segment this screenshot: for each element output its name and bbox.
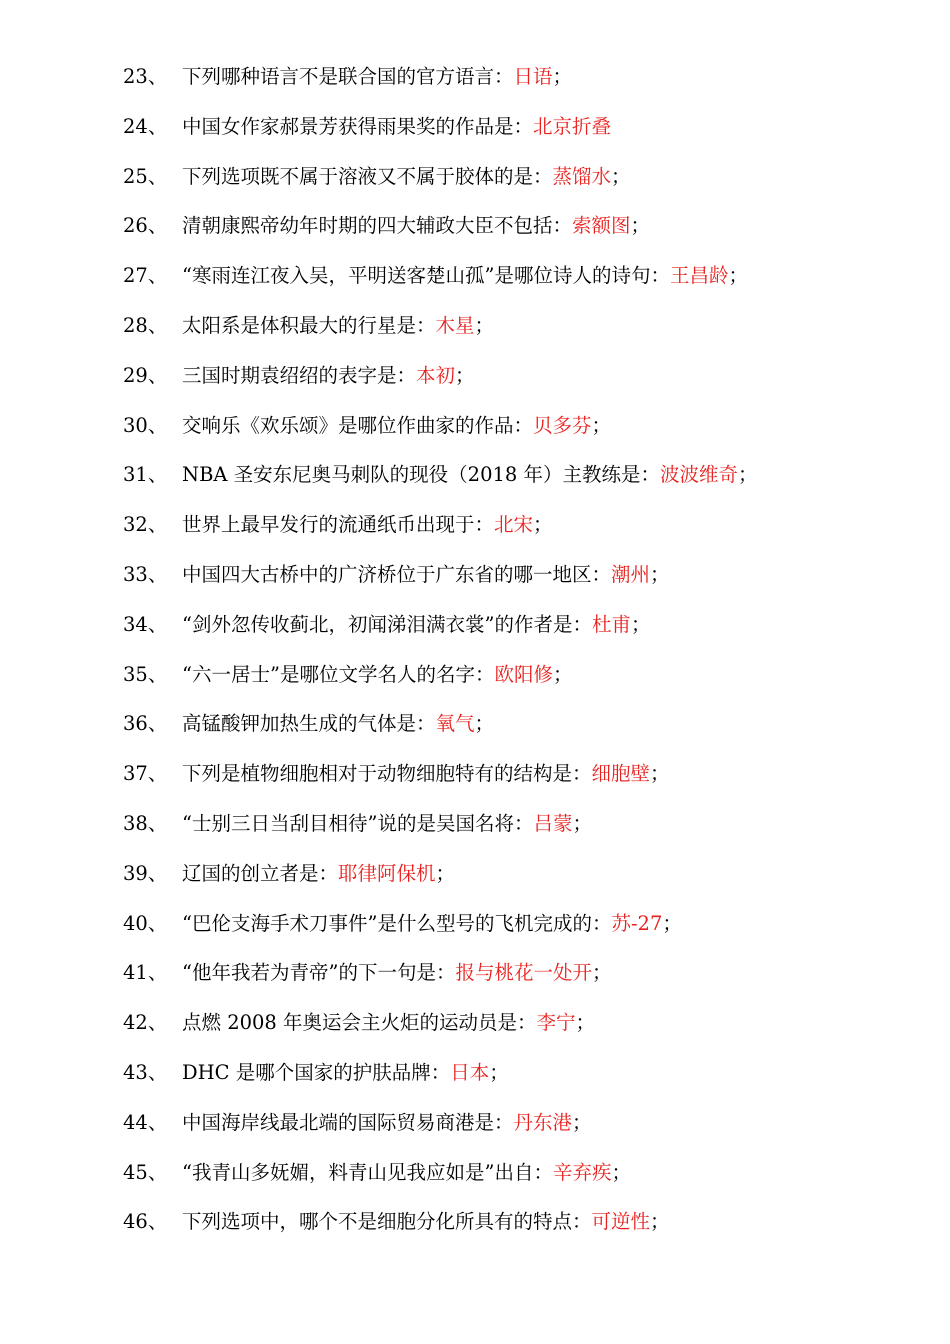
end-punct: ；: [552, 662, 573, 686]
item-text: [182, 849, 455, 899]
item-text: [182, 650, 572, 700]
question-text: 世界上最早发行的流通纸币出现于：: [182, 513, 495, 537]
end-punct: ；: [738, 463, 758, 487]
question-text: “六一居士”是哪位文学名人的名字：: [182, 662, 495, 686]
answer-text: 李宁: [536, 1011, 576, 1035]
item-text: [182, 699, 494, 749]
item-number: 42、: [123, 1011, 168, 1035]
end-punct: ；: [474, 712, 495, 736]
question-text: “我青山多妩媚，料青山见我应如是”出自：: [182, 1160, 553, 1184]
end-punct: ；: [489, 1060, 509, 1084]
answer-text: 氧气: [435, 712, 475, 736]
item-number: 33、: [123, 562, 168, 586]
item-number: 41、: [123, 961, 168, 985]
item-text: [182, 600, 650, 650]
question-text: 下列哪种语言不是联合国的官方语言：: [182, 65, 514, 88]
item-text: [182, 201, 650, 251]
answer-text: 蒸馏水: [552, 164, 612, 188]
end-punct: ；: [630, 214, 651, 238]
item-number: 25、: [123, 164, 168, 188]
list-item: [0, 201, 950, 251]
question-text: 三国时期袁绍绍的表字是：: [182, 363, 417, 387]
question-text: “寒雨连江夜入吴，平明送客楚山孤”是哪位诗人的诗句：: [182, 264, 670, 288]
item-text: [182, 351, 475, 401]
question-text: 点燃 2008 年奥运会主火炬的运动员是：: [182, 1011, 537, 1035]
question-text: 辽国的创立者是：: [182, 861, 339, 885]
answer-text: 苏-27: [611, 911, 663, 935]
question-text: DHC 是哪个国家的护肤品牌：: [182, 1060, 451, 1084]
list-item: [0, 799, 950, 849]
list-item: [0, 699, 950, 749]
list-item: [0, 1098, 950, 1148]
answer-text: 辛弃疾: [552, 1160, 612, 1184]
question-text: 高锰酸钾加热生成的气体是：: [182, 712, 436, 736]
answer-text: 耶律阿保机: [338, 861, 436, 885]
item-number: 44、: [123, 1110, 168, 1134]
item-number: 45、: [123, 1160, 168, 1184]
end-punct: ；: [650, 1210, 670, 1234]
end-punct: ；: [474, 313, 495, 337]
item-number: 38、: [123, 811, 168, 835]
item-text: [182, 152, 631, 202]
list-item: [0, 52, 950, 102]
end-punct: ；: [552, 65, 573, 88]
question-text: 下列选项中，哪个不是细胞分化所具有的特点：: [182, 1210, 592, 1234]
question-text: 太阳系是体积最大的行星是：: [182, 313, 436, 337]
item-text: [182, 52, 572, 102]
list-item: [0, 351, 950, 401]
list-item: [0, 301, 950, 351]
question-text: 清朝康熙帝幼年时期的四大辅政大臣不包括：: [182, 214, 573, 238]
item-number: 43、: [123, 1060, 168, 1084]
item-text: [182, 102, 611, 152]
end-punct: ；: [630, 612, 651, 636]
end-punct: ；: [455, 363, 475, 387]
end-punct: ；: [611, 1160, 631, 1184]
list-item: [0, 1197, 950, 1247]
item-number: 31、: [123, 463, 168, 487]
item-text: [182, 500, 553, 550]
answer-text: 吕蒙: [533, 811, 573, 835]
item-text: [182, 1197, 670, 1247]
answer-text: 贝多芬: [533, 413, 592, 437]
end-punct: ；: [650, 762, 670, 786]
item-text: [182, 1098, 592, 1148]
item-number: 34、: [123, 612, 168, 636]
item-text: [182, 251, 748, 301]
answer-text: 王昌龄: [669, 264, 729, 288]
end-punct: ；: [591, 413, 612, 437]
item-number: 28、: [123, 313, 168, 337]
item-text: [182, 1148, 631, 1198]
question-text: 中国四大古桥中的广济桥位于广东省的哪一地区：: [182, 562, 612, 586]
list-item: [0, 1048, 950, 1098]
list-item: [0, 152, 950, 202]
list-item: [0, 899, 950, 949]
question-list: [0, 52, 950, 1247]
item-number: 35、: [123, 662, 168, 686]
answer-text: 丹东港: [513, 1110, 573, 1134]
question-text: 下列是植物细胞相对于动物细胞特有的结构是：: [182, 762, 592, 786]
answer-text: 日本: [450, 1060, 490, 1084]
list-item: [0, 600, 950, 650]
item-text: [182, 998, 595, 1048]
list-item: [0, 102, 950, 152]
item-text: [182, 1048, 509, 1098]
question-text: “巴伦支海手术刀事件”是什么型号的飞机完成的：: [182, 911, 612, 935]
answer-text: 报与桃花一处开: [455, 961, 592, 985]
question-text: NBA 圣安东尼奥马刺队的现役（2018 年）主教练是：: [182, 463, 660, 487]
item-number: 36、: [123, 712, 168, 736]
item-text: [182, 799, 592, 849]
answer-text: 日语: [513, 65, 553, 88]
end-punct: ；: [572, 1110, 592, 1134]
end-punct: ；: [662, 911, 682, 935]
list-item: [0, 849, 950, 899]
item-number: 30、: [123, 413, 168, 437]
item-number: 46、: [123, 1210, 168, 1234]
end-punct: ；: [575, 1011, 596, 1035]
answer-text: 细胞壁: [591, 762, 651, 786]
list-item: [0, 749, 950, 799]
question-text: 下列选项既不属于溶液又不属于胶体的是：: [182, 164, 553, 188]
item-number: 29、: [123, 363, 168, 387]
end-punct: ；: [650, 562, 670, 586]
item-number: 24、: [123, 114, 168, 138]
answer-text: 杜甫: [591, 612, 631, 636]
question-text: “士别三日当刮目相待”说的是吴国名将：: [182, 811, 534, 835]
item-number: 26、: [123, 214, 168, 238]
list-item: [0, 1148, 950, 1198]
question-text: 中国海岸线最北端的国际贸易商港是：: [182, 1110, 514, 1134]
answer-text: 可逆性: [591, 1210, 651, 1234]
item-number: 37、: [123, 762, 168, 786]
item-text: [182, 550, 670, 600]
list-item: [0, 500, 950, 550]
end-punct: ；: [611, 164, 631, 188]
answer-text: 本初: [416, 363, 456, 387]
item-number: 39、: [123, 861, 168, 885]
item-number: 27、: [123, 264, 168, 288]
item-text: [182, 401, 611, 451]
item-number: 40、: [123, 911, 168, 935]
answer-text: 潮州: [611, 562, 651, 586]
list-item: [0, 401, 950, 451]
list-item: [0, 650, 950, 700]
answer-text: 北京折叠: [533, 114, 612, 138]
list-item: [0, 998, 950, 1048]
item-text: [182, 301, 494, 351]
item-text: [182, 899, 682, 949]
end-punct: ；: [591, 961, 612, 985]
item-number: 32、: [123, 513, 168, 537]
question-text: “剑外忽传收蓟北，初闻涕泪满衣裳”的作者是：: [182, 612, 592, 636]
end-punct: ；: [533, 513, 553, 537]
question-text: 交响乐《欢乐颂》是哪位作曲家的作品：: [182, 413, 534, 437]
answer-text: 北宋: [494, 513, 534, 537]
end-punct: ；: [435, 861, 456, 885]
answer-text: 木星: [435, 313, 475, 337]
answer-text: 波波维奇: [660, 463, 739, 487]
list-item: [0, 550, 950, 600]
item-number: 23、: [123, 65, 168, 88]
list-item: [0, 450, 950, 500]
end-punct: ；: [572, 811, 592, 835]
end-punct: ；: [728, 264, 748, 288]
question-text: “他年我若为青帝”的下一句是：: [182, 961, 456, 985]
question-text: 中国女作家郝景芳获得雨果奖的作品是：: [182, 114, 534, 138]
item-text: [182, 749, 670, 799]
answer-text: 索额图: [572, 214, 631, 238]
list-item: [0, 948, 950, 998]
answer-text: 欧阳修: [494, 662, 553, 686]
list-item: [0, 251, 950, 301]
item-text: [182, 450, 758, 500]
item-text: [182, 948, 611, 998]
